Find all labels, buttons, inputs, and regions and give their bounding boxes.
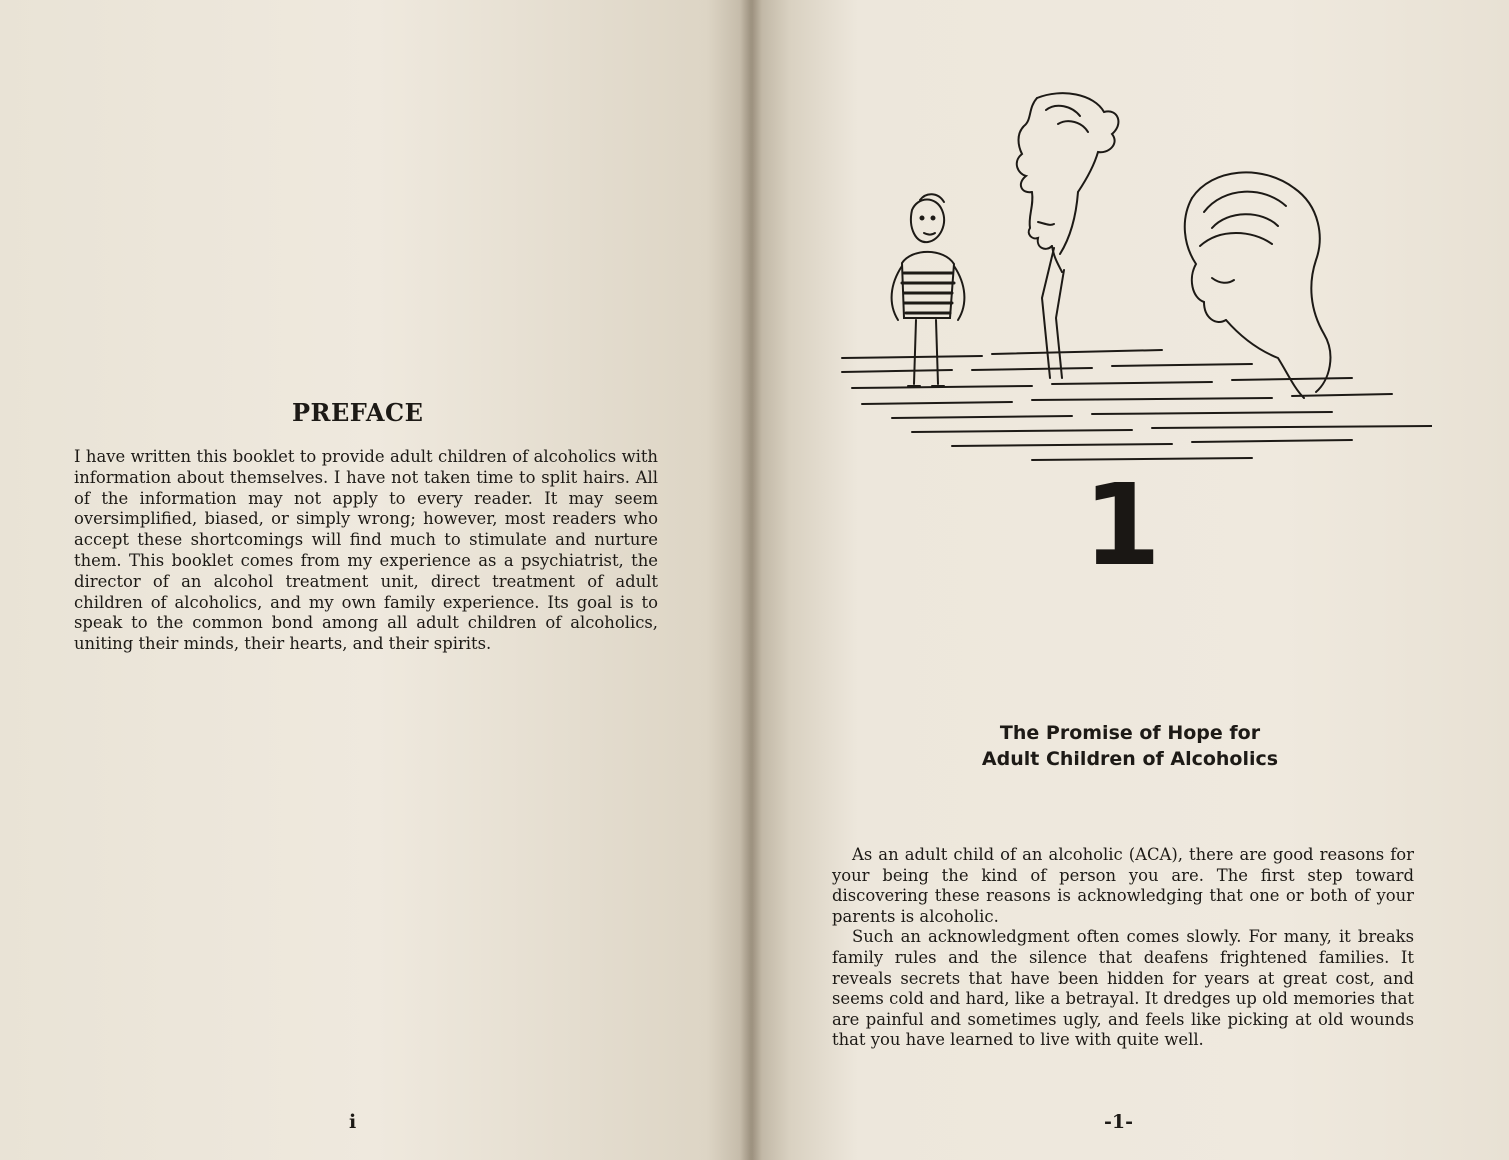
preface-heading: PREFACE <box>292 398 424 427</box>
page-number-right: -1- <box>1104 1111 1133 1133</box>
chapter-paragraph-2: Such an acknowledgment often comes slowly. For many, it breaks family rules and the silence that deafens frightened families. It reveals secrets that have been hidden for years at great cost, and seems cold and hard, like a betrayal. It dredges up old memories that are painful and sometimes ugly, and feels like picking at old wounds that you have learned to live with quite well. <box>832 927 1414 1050</box>
chapter-title-line-1: The Promise of Hope for <box>999 722 1261 744</box>
preface-body: I have written this booklet to provide adult children of alcoholics with information about themselves. I have not taken time to split hairs. All of the information may not apply to every reader. It may seem oversimplified, biased, or simply wrong; however, most readers who accept these shortcomings will find much to stimulate and nurture them. This booklet comes from my experience as a psychiatrist, the director of an alcohol treatment unit, direct treatment of adult children of alcoholics, and my own family experience. Its goal is to speak to the common bond among all adult children of alcoholics, uniting their minds, their hearts, and their spirits. <box>74 447 658 654</box>
left-page <box>0 0 752 1160</box>
chapter-number: 1 <box>1083 461 1161 591</box>
chapter-title-line-2: Adult Children of Alcoholics <box>981 748 1279 770</box>
chapter-title <box>900 720 1360 772</box>
page-number-left: i <box>349 1111 357 1133</box>
chapter-illustration <box>832 88 1432 488</box>
book-gutter <box>740 0 762 1160</box>
chapter-body <box>832 845 1414 1051</box>
chapter-paragraph-1: As an adult child of an alcoholic (ACA), there are good reasons for your being the kind of person you are. The first step toward discovering these reasons is acknowledging that one or both of your parents is alcoholic. <box>832 845 1414 926</box>
